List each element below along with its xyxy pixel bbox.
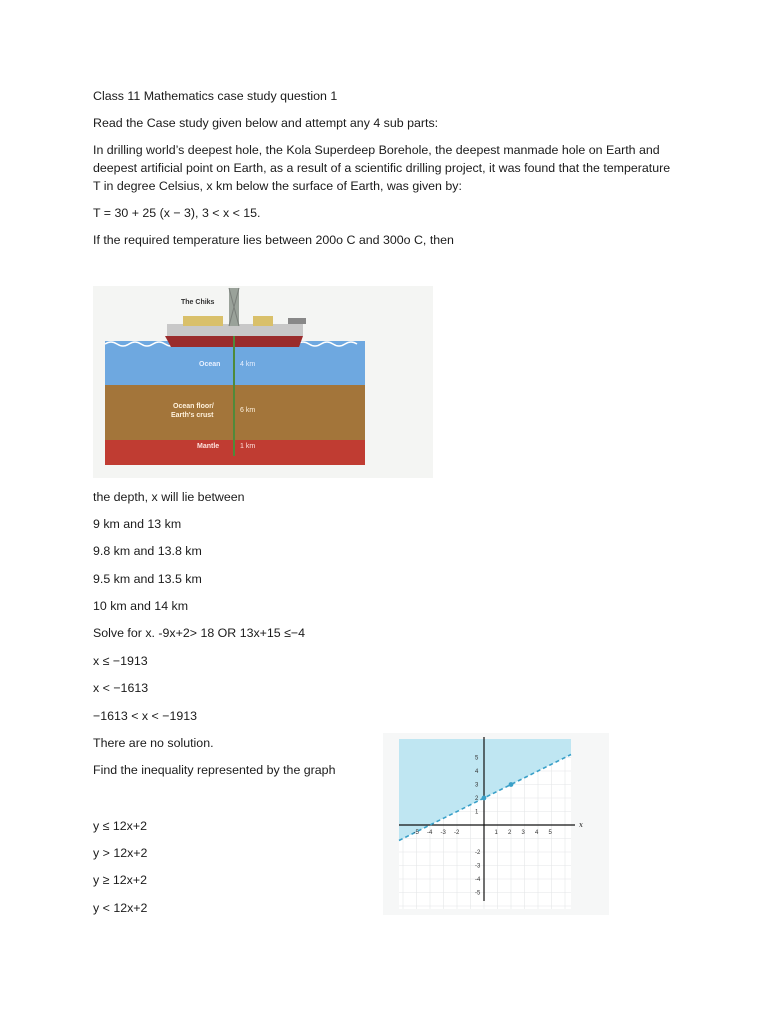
point-y-intercept	[482, 796, 487, 801]
x-tick-label: 4	[535, 830, 539, 836]
svg-text:4 km: 4 km	[240, 361, 256, 368]
y-tick-label: -3	[475, 863, 481, 870]
q2-stem: Solve for x. -9x+2> 18 OR 13x+15 ≤−4	[93, 626, 306, 640]
q1-stem: the depth, x will lie between	[93, 490, 245, 504]
x-tick-label: -4	[427, 830, 433, 836]
passage: In drilling world’s deepest hole, the Kola Superdeep Borehole, the deepest manmade hole on Earth and deepest artificial point on Earth, as a result of a scientific drilling project, it was found that the temperature T in degree Celsius, x km below the surface of Earth, was given by:	[93, 143, 671, 193]
svg-text:1 km: 1 km	[240, 443, 256, 450]
q2-option-c: −1613 < x < −1913	[93, 709, 198, 723]
borehole-diagram	[93, 286, 433, 478]
q2-option-d: There are no solution.	[93, 736, 214, 750]
doc-title: Class 11 Mathematics case study question 1	[93, 89, 338, 103]
q3-option-b: y > 12x+2	[93, 846, 148, 860]
x-tick-label: -2	[454, 830, 460, 836]
condition: If the required temperature lies between 200o C and 300o C, then	[93, 233, 454, 247]
x-tick-label: -5	[413, 830, 419, 836]
q3-stem: Find the inequality represented by the graph	[93, 763, 336, 777]
x-tick-label: -3	[440, 830, 446, 836]
q3-option-a: y ≤ 12x+2	[93, 819, 147, 833]
x-tick-label: 1	[494, 830, 498, 836]
q2-option-a: x ≤ −1913	[93, 654, 148, 668]
q3-option-c: y ≥ 12x+2	[93, 873, 147, 887]
svg-text:Ocean floor/: Ocean floor/	[173, 403, 214, 410]
x-tick-label: 3	[521, 830, 525, 836]
y-tick-label: 4	[475, 769, 479, 775]
q3-option-d: y < 12x+2	[93, 901, 148, 915]
y-tick-label: 5	[475, 755, 479, 762]
q1-option-a: 9 km and 13 km	[93, 517, 182, 531]
q1-option-b: 9.8 km and 13.8 km	[93, 544, 202, 558]
x-tick-label: 5	[548, 830, 552, 836]
y-tick-label: 1	[475, 809, 479, 816]
x-tick-label: 2	[508, 830, 512, 836]
svg-text:Earth's crust: Earth's crust	[171, 412, 214, 419]
q1-option-d: 10 km and 14 km	[93, 599, 189, 613]
svg-text:6 km: 6 km	[240, 407, 256, 414]
y-tick-label: 3	[475, 782, 479, 789]
formula: T = 30 + 25 (x − 3), 3 < x < 15.	[93, 206, 261, 220]
inequality-graph	[383, 733, 609, 915]
y-tick-label: 2	[475, 796, 479, 802]
x-axis-label: x	[579, 821, 583, 829]
svg-text:Ocean: Ocean	[199, 361, 221, 368]
ship-label: The Chiks	[181, 299, 215, 306]
instruction: Read the Case study given below and attempt any 4 sub parts:	[93, 116, 439, 130]
y-tick-label: -4	[475, 877, 481, 883]
svg-text:Mantle: Mantle	[197, 443, 220, 450]
point-on-line	[509, 782, 514, 787]
q2-option-b: x < −1613	[93, 681, 149, 695]
y-tick-label: -2	[475, 850, 481, 856]
y-tick-label: -5	[475, 890, 481, 897]
q1-option-c: 9.5 km and 13.5 km	[93, 572, 202, 586]
